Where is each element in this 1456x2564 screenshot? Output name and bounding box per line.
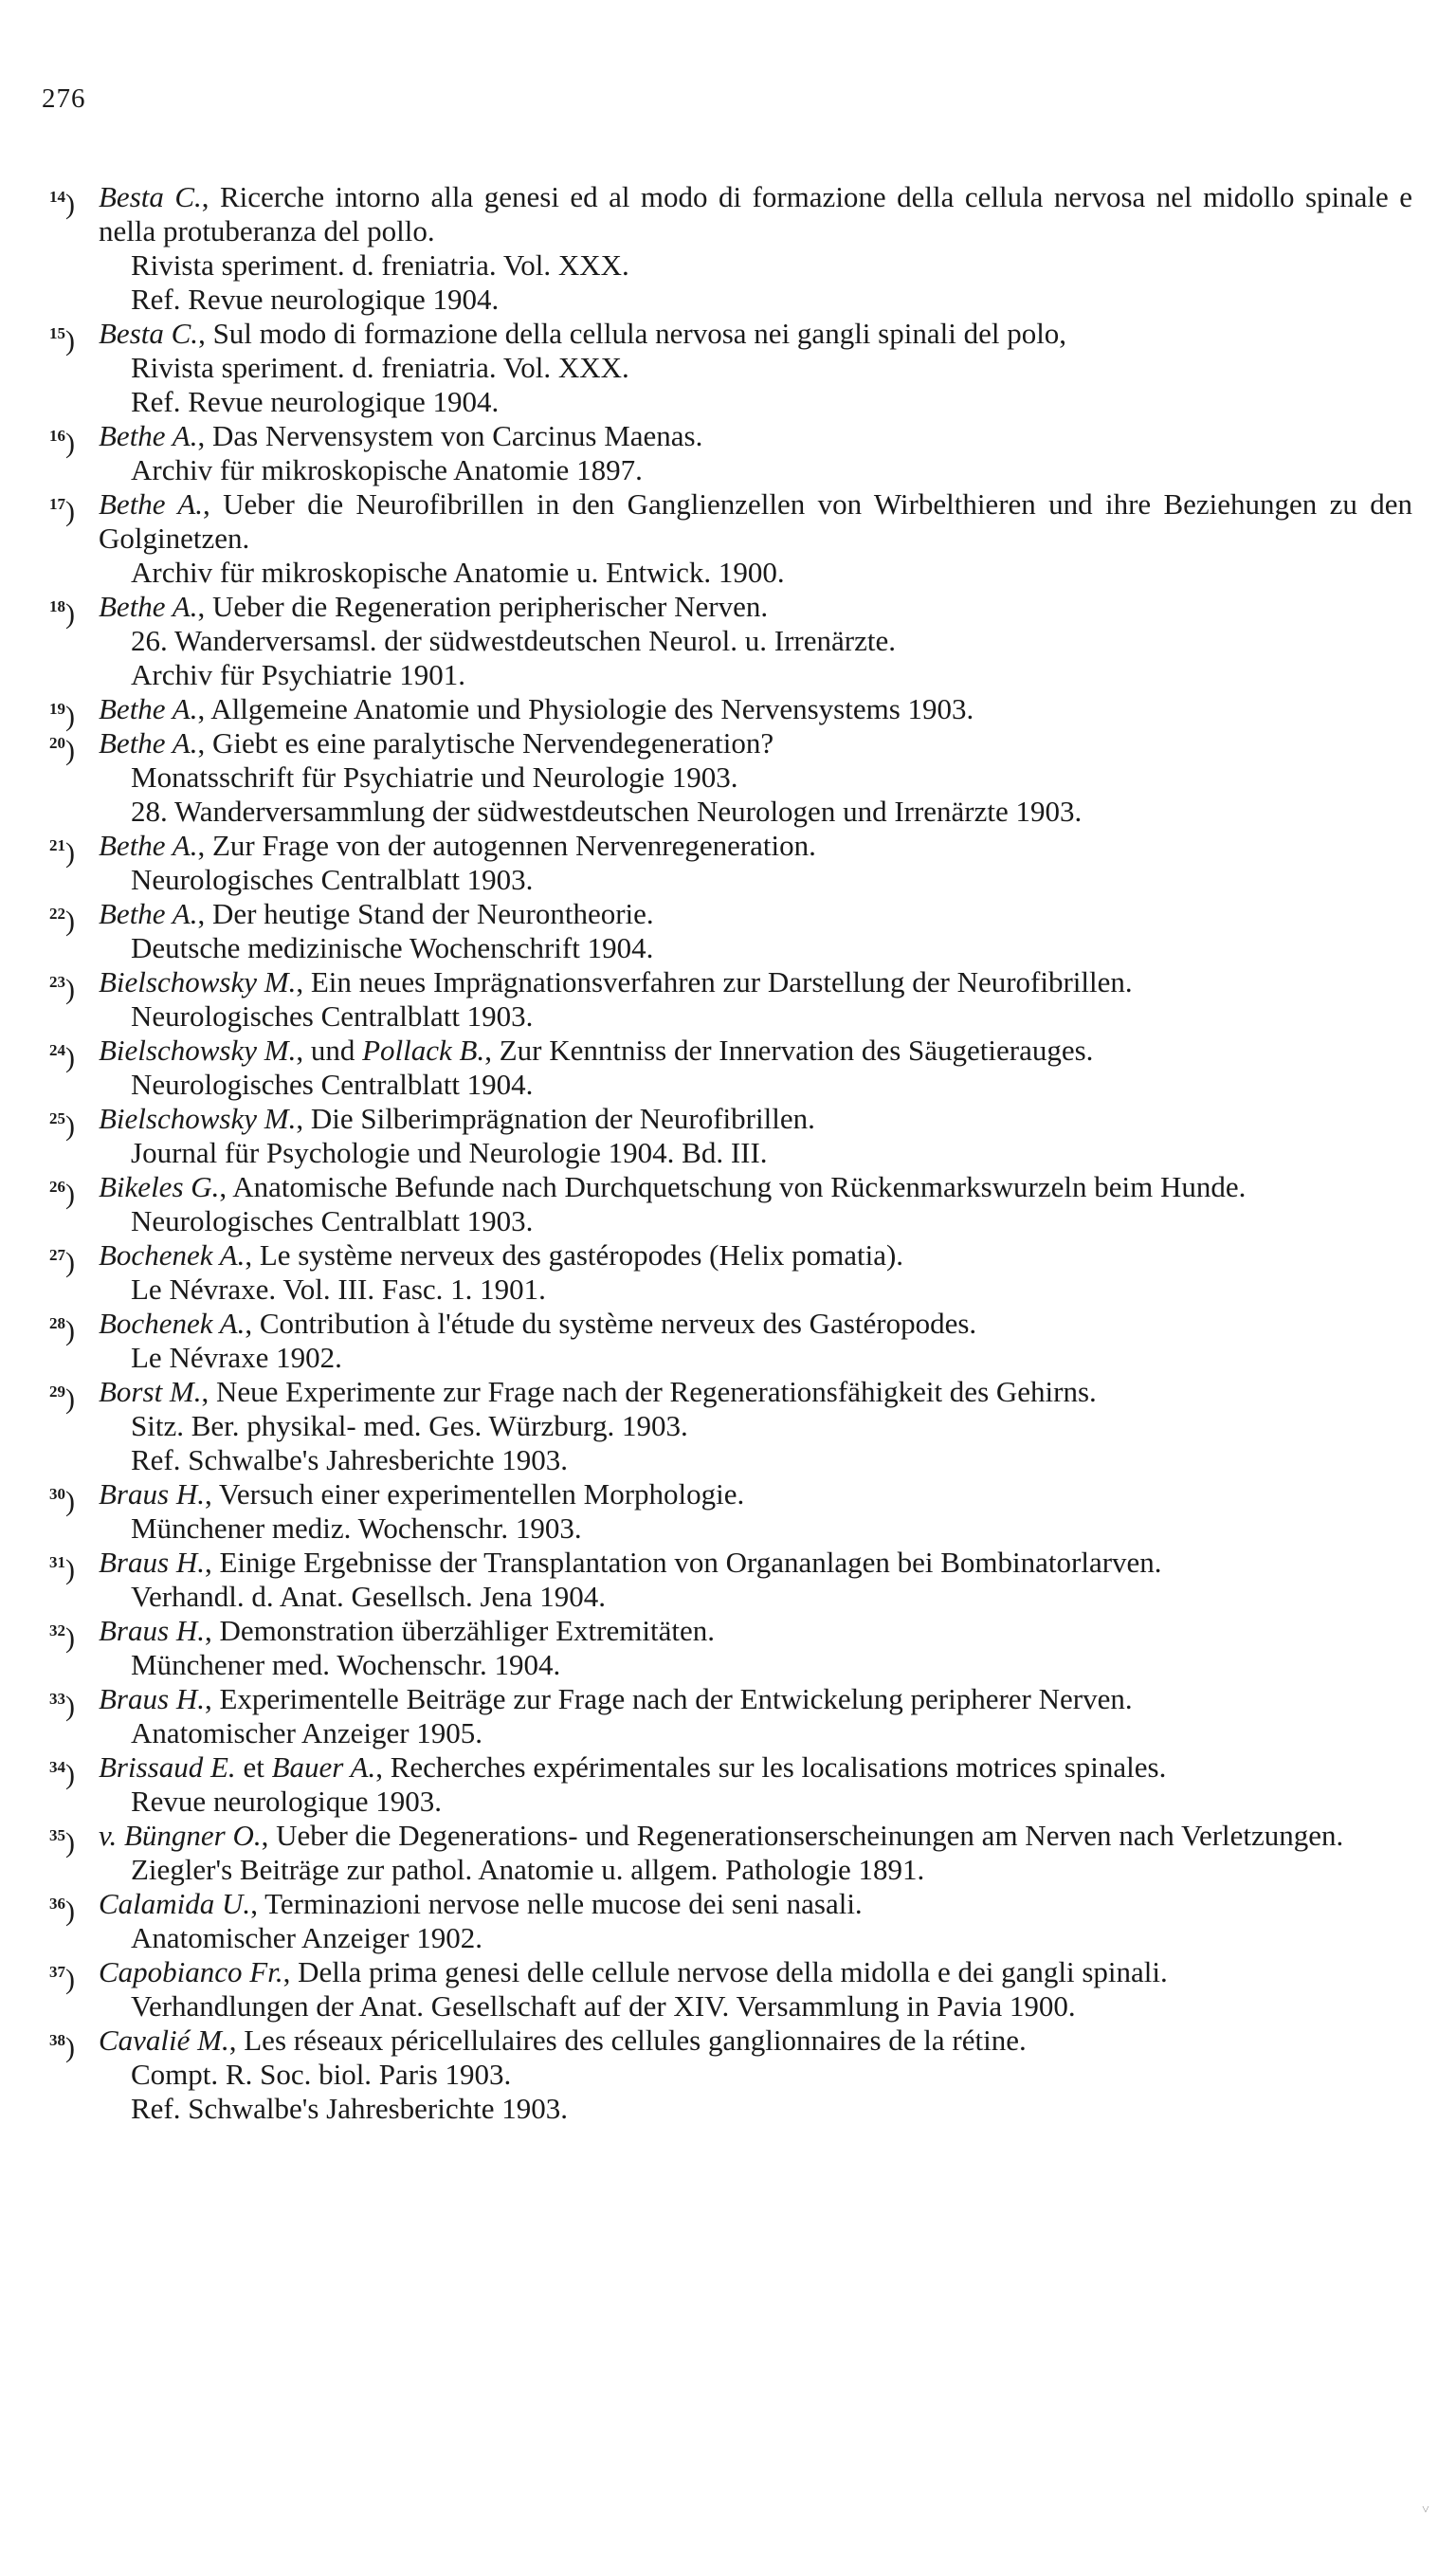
reference-heading [99,1375,1412,1409]
reference-title: Das Nervensystem von Carcinus Maenas. [211,419,703,452]
reference-title: Sul modo di formazione della cellula nervosa nei gangli spinali del polo, [212,317,1067,350]
reference-source: Neurologisches Centralblatt 1903. [131,999,534,1033]
reference-source: Neurologisches Centralblatt 1903. [131,863,534,896]
reference-number: $^{36}$) [49,1895,75,1927]
reference-number: $^{17}$) [49,495,75,527]
author-separator: , [197,692,211,725]
reference-title: Ricerche intorno alla genesi ed al modo di formazione della cellula nervosa nel midollo spinale e nella protuberanza del pollo. [99,180,1412,247]
reference-author: Braus H. [99,1477,205,1511]
reference-number-value: 21 [49,836,65,854]
reference-title: Giebt es eine paralytische Nervendegeneration? [211,726,774,760]
reference-source: Ref. Revue neurologique 1904. [131,385,500,418]
reference-source: Rivista speriment. d. freniatria. Vol. XXX. [131,351,629,384]
reference-number: $^{22}$) [49,905,75,937]
reference-entry [38,317,1412,419]
reference-number: $^{19}$) [49,700,75,732]
reference-number-value: 29 [49,1383,65,1401]
reference-heading [99,180,1412,248]
reference-number-value: 17 [49,495,65,513]
reference-author: Brissaud E. [99,1750,236,1784]
reference-number: $^{21}$) [49,836,75,869]
reference-heading [99,1477,1412,1511]
reference-title: Einige Ergebnisse der Transplantation von Organanlagen bei Bombinatorlarven. [219,1546,1162,1579]
reference-entry [38,726,1412,829]
reference-source: Deutsche medizinische Wochenschrift 1904. [131,931,654,964]
author-separator: , [282,1955,299,1988]
reference-number: $^{35}$) [49,1826,75,1859]
page-number: 276 [42,83,86,114]
reference-author: Bochenek A. [99,1307,246,1340]
reference-number-value: 34 [49,1758,65,1776]
reference-heading [99,317,1412,351]
reference-number: $^{29}$) [49,1383,75,1415]
author-separator: , [245,1238,260,1272]
author-separator: , [204,1546,220,1579]
reference-number-value: 18 [49,597,65,615]
reference-number: $^{37}$) [49,1963,75,1995]
reference-source: 28. Wanderversammlung der südwestdeutschen Neurologen und Irrenärzte 1903. [131,795,1083,828]
reference-source: Journal für Psychologie und Neurologie 1904. Bd. III. [131,1136,768,1169]
reference-number: $^{26}$) [49,1178,75,1210]
reference-number-value: 14 [49,188,65,206]
reference-heading [99,692,1412,726]
author-separator: , und [296,1034,363,1067]
reference-entry [38,1955,1412,2024]
author-separator: , [250,1887,265,1920]
reference-entry [38,2024,1412,2126]
reference-entry [38,1170,1412,1238]
reference-title: Terminazioni nervose nelle mucose dei seni nasali. [264,1887,863,1920]
reference-title: Contribution à l'étude du système nerveux des Gastéropodes. [259,1307,977,1340]
reference-author: Cavalié M. [99,2024,229,2057]
reference-entry [38,897,1412,965]
reference-number: $^{24}$) [49,1041,75,1073]
reference-author: Besta C. [99,180,202,213]
reference-entry [38,1614,1412,1682]
reference-number: $^{32}$) [49,1621,75,1654]
reference-entry [38,1477,1412,1546]
reference-source: Ref. Schwalbe's Jahresberichte 1903. [131,2092,568,2125]
reference-source: Anatomischer Anzeiger 1905. [131,1716,483,1749]
reference-entry [38,1102,1412,1170]
reference-number-value: 36 [49,1895,65,1913]
author-separator: , [203,487,224,521]
reference-number: $^{33}$) [49,1690,75,1722]
reference-title: Le système nerveux des gastéropodes (Helix pomatia). [259,1238,904,1272]
reference-entry [38,692,1412,732]
author-separator: , [375,1750,391,1784]
reference-source: Münchener mediz. Wochenschr. 1903. [131,1511,582,1545]
reference-source: Verhandlungen der Anat. Gesellschaft auf der XIV. Versammlung in Pavia 1900. [131,1989,1076,2023]
reference-author: Braus H. [99,1682,205,1715]
reference-number: $^{15}$) [49,324,75,357]
reference-number-value: 33 [49,1690,65,1708]
author-separator: , [197,897,212,930]
author-separator: , [201,180,220,213]
reference-author: Bethe A. [99,726,198,760]
author-separator: et [235,1750,272,1784]
reference-title: Demonstration überzähliger Extremitäten. [219,1614,715,1647]
reference-entry [38,1750,1412,1819]
reference-number: $^{31}$) [49,1553,75,1585]
reference-entry [38,590,1412,692]
reference-title: Die Silberimprägnation der Neurofibrillen. [310,1102,815,1135]
author-separator: , [296,1102,311,1135]
reference-heading [99,1102,1412,1136]
reference-source: Münchener med. Wochenschr. 1904. [131,1648,561,1681]
author-separator: , [484,1034,500,1067]
reference-number-value: 27 [49,1246,65,1264]
reference-number-value: 31 [49,1553,65,1571]
reference-source: Neurologisches Centralblatt 1903. [131,1204,534,1237]
reference-heading [99,965,1412,999]
reference-title: Zur Kenntniss der Innervation des Säugetierauges. [499,1034,1094,1067]
reference-entry [38,829,1412,897]
reference-heading [99,829,1412,863]
reference-heading [99,419,1412,453]
reference-entry [38,487,1412,590]
reference-number: $^{14}$) [49,188,75,220]
reference-author: Braus H. [99,1546,205,1579]
author-separator: , [198,317,213,350]
reference-source: Archiv für Psychiatrie 1901. [131,658,465,691]
author-separator: , [197,829,212,862]
reference-source: Archiv für mikroskopische Anatomie 1897. [131,453,643,486]
reference-heading [99,1238,1412,1273]
reference-number-value: 19 [49,700,65,718]
reference-number-value: 20 [49,734,65,752]
reference-number: $^{25}$) [49,1109,75,1142]
reference-author: Bethe A. [99,419,198,452]
reference-heading [99,590,1412,624]
reference-entry [38,1887,1412,1955]
reference-source: Neurologisches Centralblatt 1904. [131,1068,534,1101]
reference-source: Compt. R. Soc. biol. Paris 1903. [131,2058,512,2091]
reference-entry [38,1819,1412,1887]
reference-title: Zur Frage von der autogennen Nervenregeneration. [211,829,816,862]
reference-author: Bethe A. [99,487,204,521]
reference-entry [38,180,1412,317]
reference-author: Bielschowsky M. [99,1102,297,1135]
reference-heading [99,1546,1412,1580]
reference-number: $^{38}$) [49,2031,75,2063]
reference-title: Ueber die Degenerations- und Regenerationserscheinungen am Nerven nach Verletzungen. [276,1819,1344,1852]
reference-author: Capobianco Fr. [99,1955,283,1988]
author-separator: , [204,1614,220,1647]
reference-list [38,180,1412,2126]
reference-source: Ziegler's Beiträge zur pathol. Anatomie u. allgem. Pathologie 1891. [131,1853,925,1886]
reference-heading [99,1034,1412,1068]
reference-number-value: 23 [49,973,65,991]
author-separator: , [228,2024,245,2057]
reference-number-value: 35 [49,1826,65,1844]
reference-entry [38,1375,1412,1477]
reference-source: Ref. Schwalbe's Jahresberichte 1903. [131,1443,568,1476]
reference-heading [99,897,1412,931]
reference-source: Le Névraxe 1902. [131,1341,342,1374]
reference-title: Ein neues Imprägnationsverfahren zur Darstellung der Neurofibrillen. [310,965,1133,998]
reference-number-value: 25 [49,1109,65,1127]
reference-source: Le Névraxe. Vol. III. Fasc. 1. 1901. [131,1273,546,1306]
reference-heading [99,487,1412,556]
reference-source: Anatomischer Anzeiger 1902. [131,1921,483,1954]
reference-number-value: 26 [49,1178,65,1196]
reference-heading [99,1682,1412,1716]
reference-author: Bethe A. [99,590,198,623]
reference-entry [38,1034,1412,1102]
reference-author: Bielschowsky M. [99,965,297,998]
reference-heading [99,1819,1412,1853]
reference-author: Bethe A. [99,829,198,862]
reference-number: $^{20}$) [49,734,75,766]
author-separator: , [204,1682,220,1715]
reference-author: Calamida U. [99,1887,251,1920]
reference-number: $^{30}$) [49,1485,75,1517]
reference-source: Verhandl. d. Anat. Gesellsch. Jena 1904. [131,1580,607,1613]
reference-number: $^{18}$) [49,597,75,630]
reference-source: Ref. Revue neurologique 1904. [131,283,500,316]
reference-title: Versuch einer experimentellen Morphologie. [218,1477,745,1511]
reference-heading [99,1750,1412,1785]
author-separator: , [245,1307,260,1340]
reference-entry [38,1546,1412,1614]
reference-number-value: 37 [49,1963,65,1981]
reference-number-value: 28 [49,1314,65,1332]
reference-number-value: 22 [49,905,65,923]
reference-title: Les réseaux péricellulaires des cellules ganglionnaires de la rétine. [244,2024,1027,2057]
reference-source: Monatsschrift für Psychiatrie und Neurologie 1903. [131,760,738,794]
reference-title: Ueber die Regeneration peripherischer Nerven. [211,590,769,623]
reference-title: Experimentelle Beiträge zur Frage nach der Entwickelung peripherer Nerven. [219,1682,1133,1715]
author-separator: , [219,1170,233,1203]
author-separator: , [261,1819,277,1852]
reference-author: Bethe A. [99,692,198,725]
reference-title: Ueber die Neurofibrillen in den Ganglienzellen von Wirbelthieren und ihre Beziehungen zu den Golginetzen. [99,487,1413,555]
reference-author: Braus H. [99,1614,205,1647]
reference-author: v. Büngner O. [99,1819,262,1852]
author-separator: , [201,1375,216,1408]
reference-author: Besta C. [99,317,199,350]
author-separator: , [197,419,212,452]
reference-author: Bielschowsky M. [99,1034,297,1067]
reference-title: Recherches expérimentales sur les localisations motrices spinales. [390,1750,1167,1784]
reference-number: $^{16}$) [49,427,75,459]
reference-heading [99,1887,1412,1921]
reference-source: Revue neurologique 1903. [131,1785,443,1818]
author-separator: , [204,1477,219,1511]
reference-author: Borst M. [99,1375,202,1408]
reference-title: Allgemeine Anatomie und Physiologie des Nervensystems 1903. [210,692,974,725]
reference-heading [99,1307,1412,1341]
reference-entry [38,1307,1412,1375]
reference-author: Bochenek A. [99,1238,246,1272]
reference-entry [38,1238,1412,1307]
reference-heading [99,2024,1412,2058]
reference-number: $^{23}$) [49,973,75,1005]
reference-title: Della prima genesi delle cellule nervose della midolla e dei gangli spinali. [298,1955,1168,1988]
reference-number: $^{27}$) [49,1246,75,1278]
reference-author: Pollack B. [362,1034,485,1067]
reference-number-value: 38 [49,2031,65,2049]
reference-title: Der heutige Stand der Neurontheorie. [211,897,654,930]
scan-speck: ˅ [1422,2503,1429,2518]
reference-author: Bethe A. [99,897,198,930]
reference-title: Neue Experimente zur Frage nach der Regenerationsfähigkeit des Gehirns. [216,1375,1097,1408]
reference-source: Sitz. Ber. physikal- med. Ges. Würzburg. 1903. [131,1409,688,1442]
reference-source: Rivista speriment. d. freniatria. Vol. XXX. [131,248,629,282]
reference-number: $^{34}$) [49,1758,75,1790]
reference-source: 26. Wanderversamsl. der südwestdeutschen Neurol. u. Irrenärzte. [131,624,896,657]
reference-source: Archiv für mikroskopische Anatomie u. Entwick. 1900. [131,556,785,589]
reference-heading [99,1955,1412,1989]
reference-heading [99,1170,1412,1204]
reference-author: Bauer A. [271,1750,376,1784]
reference-number-value: 32 [49,1621,65,1639]
reference-heading [99,1614,1412,1648]
reference-number-value: 15 [49,324,65,342]
reference-entry [38,1682,1412,1750]
reference-number-value: 16 [49,427,65,445]
reference-author: Bikeles G. [99,1170,220,1203]
reference-number: $^{28}$) [49,1314,75,1346]
reference-number-value: 24 [49,1041,65,1059]
author-separator: , [296,965,311,998]
author-separator: , [197,590,212,623]
reference-number-value: 30 [49,1485,65,1503]
reference-title: Anatomische Befunde nach Durchquetschung von Rückenmarkswurzeln beim Hunde. [232,1170,1247,1203]
reference-heading [99,726,1412,760]
reference-entry [38,419,1412,487]
reference-entry [38,965,1412,1034]
author-separator: , [197,726,212,760]
